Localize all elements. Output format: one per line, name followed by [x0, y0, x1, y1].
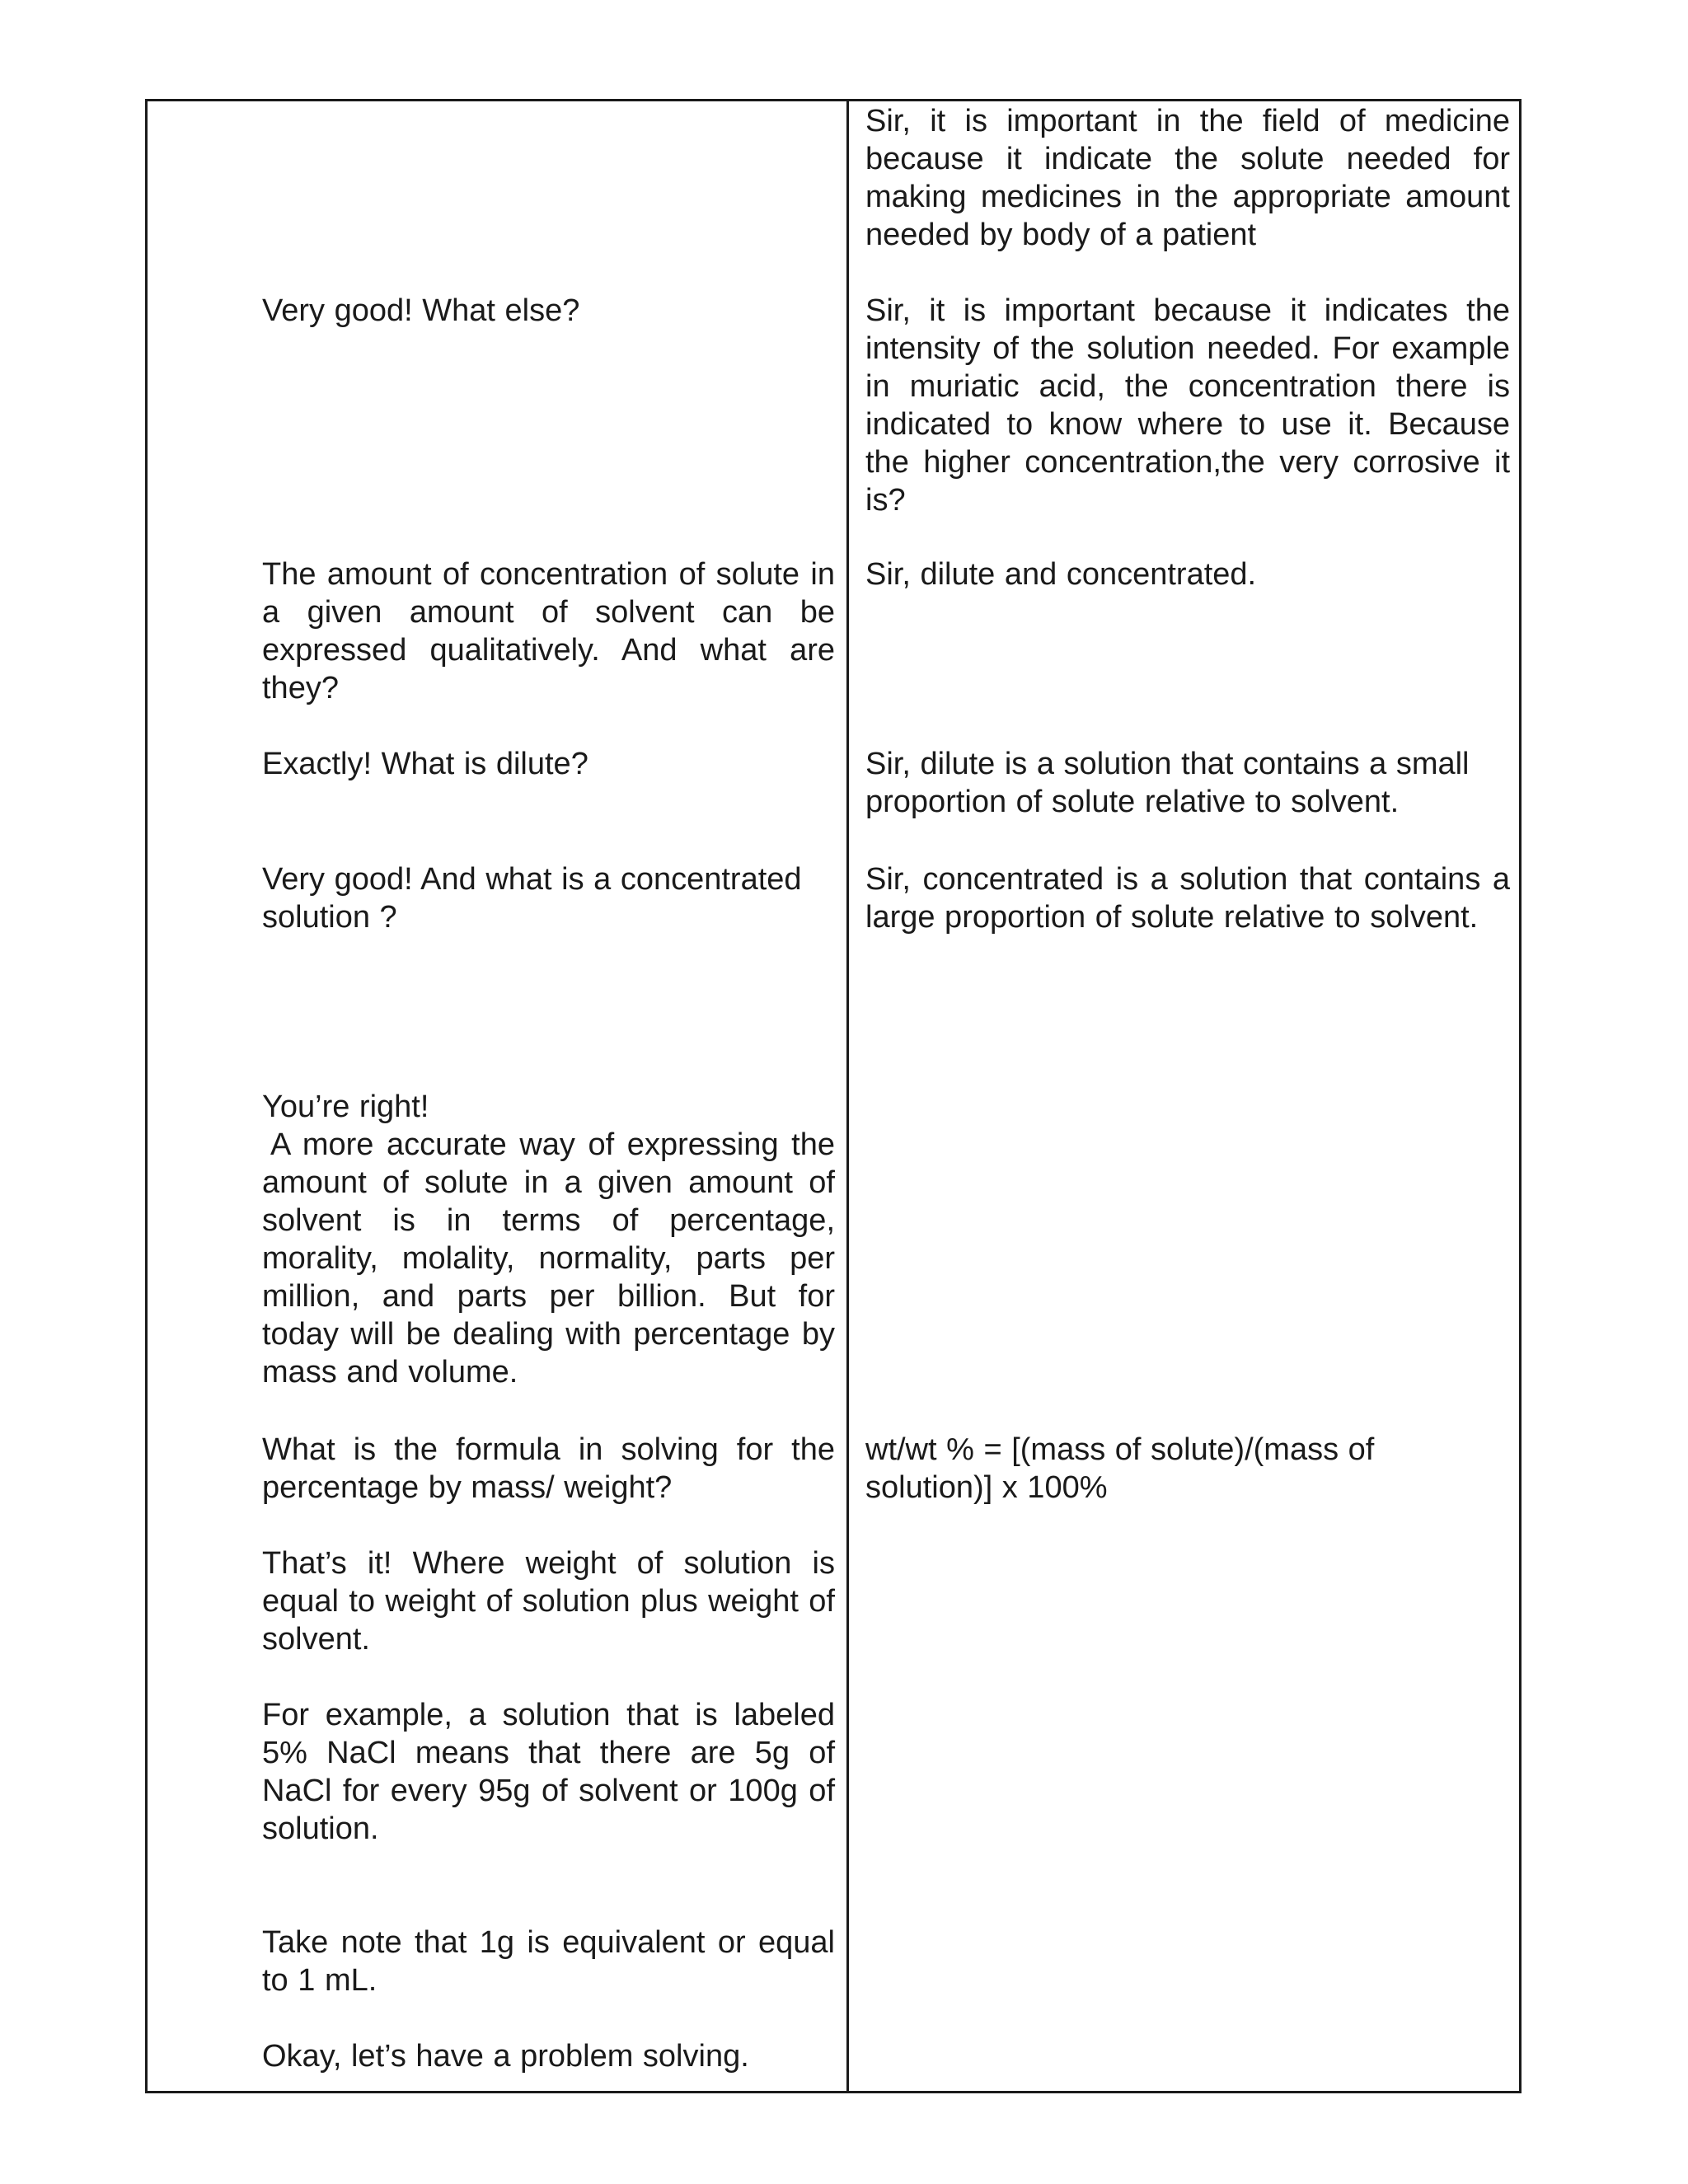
teacher-prompt-6-body: A more accurate way of expressing the amount of solute in a given amount of solvent is in terms of percentage, morality, molality, normality, parts per million, and parts per billion. But for today will be dealing with percentage by mass and volume. [262, 1127, 835, 1390]
teacher-prompt-5: Very good! And what is a concentrated solution ? [262, 862, 802, 935]
teacher-prompt-11: Okay, let’s have a problem solving. [262, 2039, 749, 2074]
teacher-prompt-4: Exactly! What is dilute? [262, 747, 588, 781]
column-divider [846, 99, 849, 2093]
student-answer-7: wt/wt % = [(mass of solute)/(mass of solution)] x 100% [865, 1432, 1375, 1505]
student-answer-4: Sir, dilute is a solution that contains a small proportion of solute relative to solvent. [865, 747, 1470, 819]
teacher-prompt-7: What is the formula in solving for the percentage by mass/ weight? [262, 1432, 835, 1505]
student-answer-5: Sir, concentrated is a solution that contains a large proportion of solute relative to solvent. [865, 862, 1510, 935]
student-answer-2: Sir, it is important because it indicates the intensity of the solution needed. For example in muriatic acid, the concentration there is indicated to know where to use it. Because the higher concentration,the very corrosive it is? [865, 293, 1510, 518]
teacher-prompt-8: That’s it! Where weight of solution is equal to weight of solution plus weight of solvent. [262, 1546, 835, 1657]
teacher-prompt-2: Very good! What else? [262, 293, 580, 328]
teacher-prompt-6-intro: You’re right! [262, 1090, 429, 1124]
teacher-prompt-10: Take note that 1g is equivalent or equal to 1 mL. [262, 1925, 835, 1998]
teacher-prompt-6 [262, 1088, 835, 1391]
teacher-prompt-3: The amount of concentration of solute in a given amount of solvent can be expressed qualitatively. And what are they? [262, 557, 835, 705]
teacher-prompt-9: For example, a solution that is labeled 5% NaCl means that there are 5g of NaCl for every 95g of solvent or 100g of solution. [262, 1698, 835, 1846]
student-answer-1: Sir, it is important in the field of medicine because it indicate the solute needed for making medicines in the appropriate amount needed by body of a patient [865, 104, 1510, 252]
student-answer-3: Sir, dilute and concentrated. [865, 557, 1257, 592]
